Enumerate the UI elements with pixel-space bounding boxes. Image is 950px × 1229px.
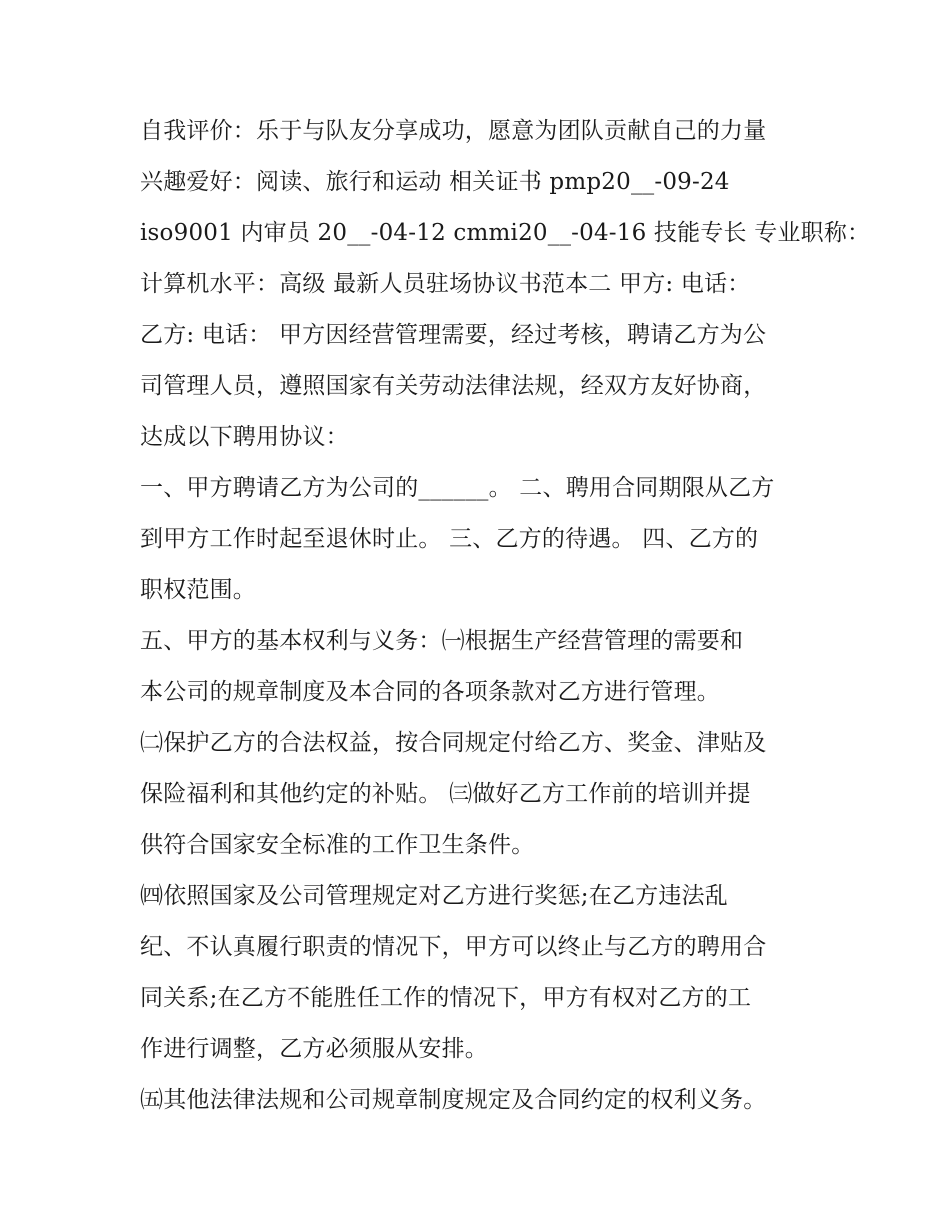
text-line: 供符合国家安全标准的工作卫生条件。: [140, 832, 535, 858]
text-line: 司管理人员，遵照国家有关劳动法律法规，经双方友好协商，: [140, 373, 767, 399]
text-line: ㈡保护乙方的合法权益，按合同规定付给乙方、奖金、津贴及: [140, 730, 767, 756]
text-line: 自我评价：乐于与队友分享成功，愿意为团队贡献自己的力量: [140, 118, 767, 144]
text-line: ㈣依照国家及公司管理规定对乙方进行奖惩;在乙方违法乱: [140, 883, 728, 909]
document-body: [140, 106, 871, 1126]
text-line: 达成以下聘用协议：: [140, 424, 349, 450]
text-line: 一、甲方聘请乙方为公司的______。 二、聘用合同期限从乙方: [140, 475, 775, 501]
text-line: 到甲方工作时起至退休时止。 三、乙方的待遇。 四、乙方的: [140, 526, 759, 552]
text-line: 计算机水平：高级 最新人员驻场协议书范本二 甲方: 电话：: [140, 271, 751, 297]
text-line: 乙方: 电话： 甲方因经营管理需要，经过考核，聘请乙方为公: [140, 322, 767, 348]
text-line: 保险福利和其他约定的补贴。 ㈢做好乙方工作前的培训并提: [140, 781, 751, 807]
text-line: 五、甲方的基本权利与义务：㈠根据生产经营管理的需要和: [140, 628, 744, 654]
text-line: 兴趣爱好：阅读、旅行和运动 相关证书 pmp20__-09-24: [140, 169, 730, 195]
text-line: 作进行调整，乙方必须服从安排。: [140, 1036, 488, 1062]
text-line: ㈤其他法律法规和公司规章制度规定及合同约定的权利义务。: [140, 1087, 767, 1113]
text-line: 同关系;在乙方不能胜任工作的情况下，甲方有权对乙方的工: [140, 985, 752, 1011]
text-line: iso9001 内审员 20__-04-12 cmmi20__-04-16 技能专长 专业职称：: [140, 220, 871, 246]
text-line: 职权范围。: [140, 577, 256, 603]
text-line: 本公司的规章制度及本合同的各项条款对乙方进行管理。: [140, 679, 720, 705]
text-line: 纪、不认真履行职责的情况下，甲方可以终止与乙方的聘用合: [140, 934, 767, 960]
